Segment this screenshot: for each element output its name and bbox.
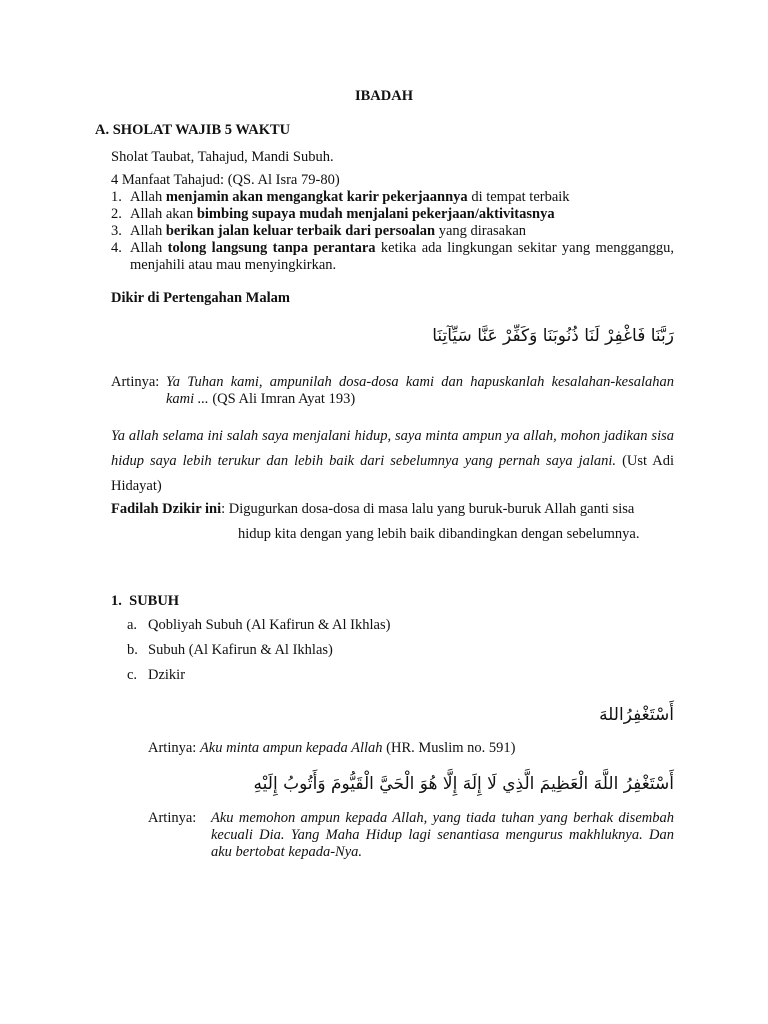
subuh-item	[127, 667, 185, 684]
manfaat-list	[111, 189, 674, 274]
subuh-item-text: Qobliyah Subuh (Al Kafirun & Al Ikhlas)	[148, 617, 391, 633]
arabic-dua-1: رَبَّنَا فَاغْفِرْ لَنَا ذُنُوبَنَا وَكَفِّرْ عَنَّا سَيِّآتِنَا	[432, 326, 674, 346]
manfaat-text: yang dirasakan	[435, 223, 527, 239]
subuh-item-text: Subuh (Al Kafirun & Al Ikhlas)	[148, 642, 333, 658]
subuh-item	[127, 617, 390, 634]
artinya-label: Artinya:	[148, 740, 197, 756]
arabic-dzikir: أَسْتَغْفِرُ اللَّهَ الْعَظِيمَ الَّذِي لَا إِلَهَ إِلَّا هُوَ الْحَيَّ الْقَيُّومَ وَأَتُوبُ إِلَيْهِ	[253, 774, 674, 794]
artinya-1-italic: Ya Tuhan kami, ampunilah dosa-dosa kami dan hapuskanlah kesalahan-kesalahan kami ...	[166, 374, 674, 407]
fadilah-text: : Digugurkan dosa-dosa di masa lalu yang buruk-buruk Allah ganti sisa	[221, 501, 635, 517]
artinya-label: Artinya:	[148, 810, 197, 826]
subuh-heading: 1. SUBUH	[111, 593, 180, 609]
fadilah-line-2: hidup kita dengan yang lebih baik dibandingkan dengan sebelumnya.	[238, 526, 640, 542]
doa-paragraph	[111, 424, 674, 499]
manfaat-heading: 4 Manfaat Tahajud: (QS. Al Isra 79-80)	[111, 172, 340, 188]
artinya-2-ref: (HR. Muslim no. 591)	[382, 740, 516, 756]
manfaat-text: ketika ada lingkungan sekitar yang mengganggu, menjahili atau mau menyingkirkan.	[130, 240, 675, 273]
artinya-2-italic: Aku minta ampun kepada Allah	[199, 740, 383, 756]
manfaat-text: Allah	[130, 223, 166, 239]
subuh-item-text: Dzikir	[148, 667, 186, 683]
list-number: 2.	[111, 206, 122, 222]
fadilah-label: Fadilah Dzikir ini	[111, 501, 222, 517]
artinya-label: Artinya:	[111, 374, 160, 390]
fadilah-line-1	[111, 501, 674, 518]
manfaat-text: Allah akan	[130, 206, 197, 222]
manfaat-bold: menjamin akan mengangkat karir pekerjaannya	[165, 189, 468, 205]
subuh-item-label: c.	[127, 667, 138, 683]
artinya-1	[111, 374, 674, 408]
subuh-item-label: a.	[127, 617, 138, 633]
manfaat-item	[111, 189, 674, 206]
subuh-item	[127, 642, 333, 659]
manfaat-text: Allah	[130, 240, 168, 256]
manfaat-item	[111, 240, 674, 274]
artinya-3-text: Aku memohon ampun kepada Allah, yang tiada tuhan yang berhak disembah kecuali Dia. Yang Maha Hidup lagi senantiasa mengurus makhluknya. Dan aku bertobat kepada-Nya.	[211, 810, 674, 860]
artinya-1-text	[166, 374, 674, 408]
list-number: 4.	[111, 240, 122, 256]
artinya-1-ref: (QS Ali Imran Ayat 193)	[208, 391, 356, 407]
doa-italic: Ya allah selama ini salah saya menjalani hidup, saya minta ampun ya allah, mohon jadikan sisa hidup saya lebih terukur dan lebih baik dari sebelumnya yang pernah saya jalani.	[111, 428, 674, 469]
manfaat-bold: berikan jalan keluar terbaik dari persoalan	[165, 223, 436, 239]
artinya-3	[148, 810, 674, 861]
manfaat-text: Allah	[130, 189, 166, 205]
sholat-list: Sholat Taubat, Tahajud, Mandi Subuh.	[111, 149, 334, 165]
arabic-istighfar: أَسْتَغْفِرُاللهَ	[599, 705, 674, 725]
manfaat-bold: bimbing supaya mudah menjalani pekerjaan/aktivitasnya	[196, 206, 555, 222]
list-number: 1.	[111, 189, 122, 205]
manfaat-text: di tempat terbaik	[467, 189, 570, 205]
artinya-2	[148, 740, 674, 757]
manfaat-item	[111, 223, 674, 240]
dikir-heading: Dikir di Pertengahan Malam	[111, 290, 290, 306]
doa-ref: (Ust Adi Hidayat)	[111, 453, 675, 494]
document-title: IBADAH	[354, 88, 413, 104]
section-a-heading: A. SHOLAT WAJIB 5 WAKTU	[95, 122, 291, 138]
manfaat-item	[111, 206, 674, 223]
manfaat-bold: tolong langsung tanpa perantara	[167, 240, 376, 256]
subuh-item-label: b.	[127, 642, 138, 658]
list-number: 3.	[111, 223, 122, 239]
